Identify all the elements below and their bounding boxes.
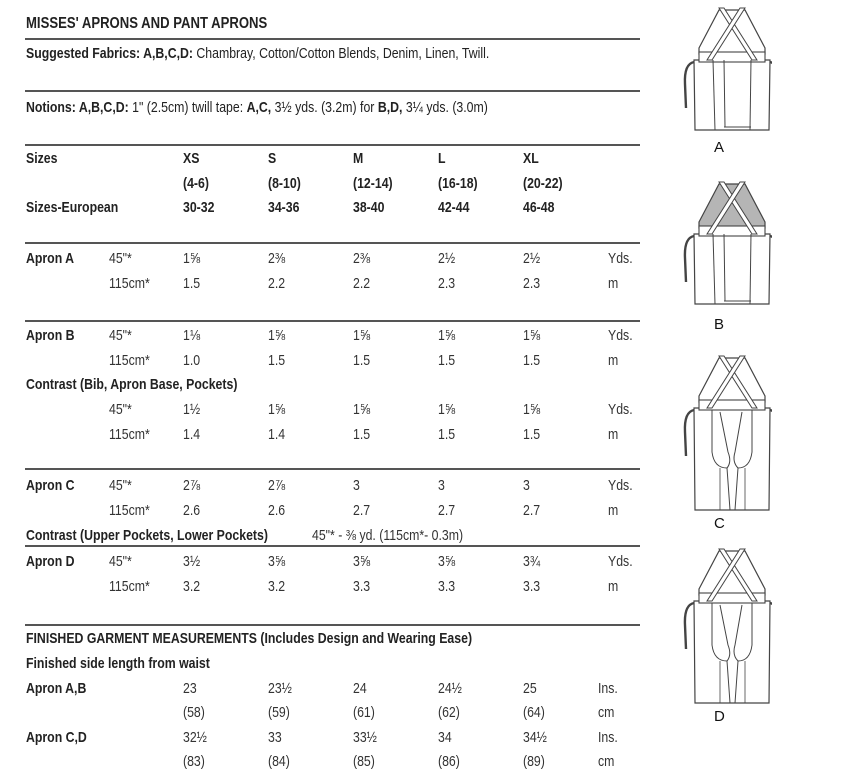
finished-ins-unit: Ins. (598, 680, 618, 697)
apron_a-value: 1⅝ (183, 250, 201, 267)
apron_b-value: 1⅝ (353, 327, 371, 344)
finished-cm-value: (58) (183, 704, 205, 721)
finished-ins-value: 23 (183, 680, 197, 697)
finished-ins-value: 34 (438, 729, 452, 746)
contrast_b-value: 1⅝ (438, 401, 456, 418)
divider (25, 468, 640, 470)
size-euro-xl: 46-48 (523, 199, 555, 216)
apron_b-label: Apron B (26, 327, 75, 344)
size-euro-xs: 30-32 (183, 199, 215, 216)
apron_b-unit: Yds. (608, 327, 633, 344)
apron_a-value: 1.5 (183, 275, 201, 292)
finished-cm-value: (86) (438, 753, 460, 770)
view-label-a: A (714, 139, 725, 156)
size-range-s: (8-10) (268, 175, 301, 192)
finished-ins-value: 23½ (268, 680, 292, 697)
apron_d-value: 3.2 (268, 578, 286, 595)
fabrics-label: Suggested Fabrics: A,B,C,D: (26, 45, 193, 62)
apron_d-unit: Yds. (608, 553, 633, 570)
apron_c-value: 2.7 (438, 502, 456, 519)
size-range-xl: (20-22) (523, 175, 563, 192)
apron_c-value: 3 (523, 477, 530, 494)
contrast_b-label: Contrast (Bib, Apron Base, Pockets) (26, 376, 238, 393)
divider (25, 545, 640, 547)
contrast_b-width: 115cm* (109, 426, 150, 443)
finished-ins-value: 25 (523, 680, 537, 697)
apron_a-value: 2½ (438, 250, 456, 267)
divider (25, 90, 640, 92)
apron_c-width: 45"* (109, 477, 132, 494)
contrast_b-value: 1⅝ (523, 401, 541, 418)
page-title-text: MISSES' APRONS AND PANT APRONS (26, 15, 268, 32)
apron_d-value: 3.3 (523, 578, 541, 595)
apron_c-value: 2.7 (523, 502, 541, 519)
apron_c-unit: m (608, 502, 619, 519)
view-d-illustration (672, 545, 772, 705)
finished-subtitle (26, 655, 250, 673)
apron_d-width: 45"* (109, 553, 132, 570)
apron_a-value: 2.2 (268, 275, 286, 292)
apron_a-value: 2.3 (438, 275, 456, 292)
finished-cm-unit: cm (598, 753, 615, 770)
apron_a-value: 2.2 (353, 275, 371, 292)
finished-cm-value: (61) (353, 704, 375, 721)
view-label-b: B (714, 316, 725, 333)
sizes-european-label: Sizes-European (26, 199, 119, 216)
view-c-illustration (672, 352, 772, 512)
finished-cm-unit: cm (598, 704, 615, 721)
finished-ins-value: 33 (268, 729, 282, 746)
notions-views1: A,C, (246, 99, 272, 116)
apron_c-value: 3 (353, 477, 360, 494)
view-label-d: D (714, 708, 725, 725)
contrast_b-value: 1⅝ (268, 401, 286, 418)
finished-cm-value: (62) (438, 704, 460, 721)
apron_d-value: 3½ (183, 553, 201, 570)
apron_b-value: 1⅝ (268, 327, 286, 344)
apron_a-width: 115cm* (109, 275, 150, 292)
apron_d-width: 115cm* (109, 578, 150, 595)
apron_a-label: Apron A (26, 250, 75, 267)
contrast_b-value: 1.5 (353, 426, 371, 443)
contrast_b-value: 1⅝ (353, 401, 371, 418)
apron_b-value: 1⅝ (438, 327, 456, 344)
finished-title-text: FINISHED GARMENT MEASUREMENTS (Includes Design and Wearing Ease) (26, 630, 473, 647)
finished-row-label: Apron C,D (26, 729, 87, 746)
apron_a-value: 2⅜ (353, 250, 371, 267)
contrast_b-unit: m (608, 426, 619, 443)
finished-ins-value: 24 (353, 680, 367, 697)
finished-ins-value: 24½ (438, 680, 462, 697)
size-range-l: (16-18) (438, 175, 478, 192)
apron_c-label: Apron C (26, 477, 75, 494)
contrast_b-width: 45"* (109, 401, 132, 418)
apron_b-value: 1.5 (438, 352, 456, 369)
contrast_b-value: 1.5 (438, 426, 456, 443)
apron_a-width: 45"* (109, 250, 132, 267)
apron_a-unit: m (608, 275, 619, 292)
finished-cm-value: (89) (523, 753, 545, 770)
apron_b-unit: m (608, 352, 619, 369)
apron_c-unit: Yds. (608, 477, 633, 494)
apron_c-value: 2.7 (353, 502, 371, 519)
size-l: L (438, 150, 446, 167)
view-b-illustration (672, 178, 772, 306)
apron_b-width: 115cm* (109, 352, 150, 369)
apron_d-value: 3¾ (523, 553, 541, 570)
contrast_c-text: 45"* - ⅜ yd. (115cm*- 0.3m) (312, 527, 464, 544)
contrast_b-value: 1.4 (268, 426, 286, 443)
apron_d-value: 3.2 (183, 578, 201, 595)
apron_c-value: 2⅞ (268, 477, 286, 494)
apron_a-value: 2.3 (523, 275, 541, 292)
notions-amount1: 3½ yds. (3.2m) for (274, 99, 375, 116)
divider (25, 38, 640, 40)
page-title (26, 15, 320, 33)
view-a-illustration (672, 4, 772, 132)
apron_b-value: 1.0 (183, 352, 201, 369)
apron_d-value: 3.3 (353, 578, 371, 595)
divider (25, 320, 640, 322)
notions-label: Notions: A,B,C,D: (26, 99, 129, 116)
size-euro-l: 42-44 (438, 199, 470, 216)
size-s: S (268, 150, 277, 167)
apron_b-value: 1.5 (523, 352, 541, 369)
apron_d-value: 3.3 (438, 578, 456, 595)
apron_d-label: Apron D (26, 553, 75, 570)
finished-cm-value: (64) (523, 704, 545, 721)
apron-drawing-icon (672, 352, 772, 512)
contrast_b-value: 1.4 (183, 426, 201, 443)
finished-ins-value: 33½ (353, 729, 377, 746)
notions-views2: B,D, (377, 99, 403, 116)
fabrics-text: Chambray, Cotton/Cotton Blends, Denim, Linen, Twill. (196, 45, 490, 62)
view-label-c: C (714, 515, 725, 532)
finished-title (26, 630, 570, 648)
apron_d-unit: m (608, 578, 619, 595)
apron_a-value: 2⅜ (268, 250, 286, 267)
apron_b-value: 1⅝ (523, 327, 541, 344)
divider (25, 624, 640, 626)
finished-cm-value: (83) (183, 753, 205, 770)
divider (25, 242, 640, 244)
apron_c-value: 3 (438, 477, 445, 494)
size-range-m: (12-14) (353, 175, 393, 192)
finished-row-label: Apron A,B (26, 680, 87, 697)
finished-cm-value: (59) (268, 704, 290, 721)
apron_c-value: 2.6 (268, 502, 286, 519)
apron-drawing-icon (672, 4, 772, 132)
size-xs: XS (183, 150, 200, 167)
suggested-fabrics (26, 45, 591, 63)
size-m: M (353, 150, 364, 167)
apron-drawing-icon (672, 178, 772, 306)
size-xl: XL (523, 150, 539, 167)
apron_a-value: 2½ (523, 250, 541, 267)
apron_c-value: 2.6 (183, 502, 201, 519)
apron_c-width: 115cm* (109, 502, 150, 519)
size-range-xs: (4-6) (183, 175, 209, 192)
finished-ins-value: 32½ (183, 729, 207, 746)
apron_b-width: 45"* (109, 327, 132, 344)
divider (25, 144, 640, 146)
finished-ins-value: 34½ (523, 729, 547, 746)
apron_c-value: 2⅞ (183, 477, 201, 494)
apron_b-value: 1.5 (268, 352, 286, 369)
apron_a-unit: Yds. (608, 250, 633, 267)
apron_b-value: 1⅛ (183, 327, 201, 344)
finished-subtitle-text: Finished side length from waist (26, 655, 210, 672)
apron_d-value: 3⅝ (268, 553, 286, 570)
apron_b-value: 1.5 (353, 352, 371, 369)
finished-cm-value: (85) (353, 753, 375, 770)
contrast_c-label: Contrast (Upper Pockets, Lower Pockets) (26, 527, 268, 544)
sizes-label: Sizes (26, 150, 58, 167)
contrast_b-unit: Yds. (608, 401, 633, 418)
apron-drawing-icon (672, 545, 772, 705)
notions-part1: 1" (2.5cm) twill tape: (132, 99, 244, 116)
notions-amount2: 3¼ yds. (3.0m) (405, 99, 488, 116)
apron_d-value: 3⅝ (353, 553, 371, 570)
contrast_b-value: 1.5 (523, 426, 541, 443)
notions (26, 99, 589, 117)
finished-cm-value: (84) (268, 753, 290, 770)
contrast_b-value: 1½ (183, 401, 201, 418)
apron_d-value: 3⅝ (438, 553, 456, 570)
size-euro-m: 38-40 (353, 199, 385, 216)
finished-ins-unit: Ins. (598, 729, 618, 746)
size-euro-s: 34-36 (268, 199, 300, 216)
